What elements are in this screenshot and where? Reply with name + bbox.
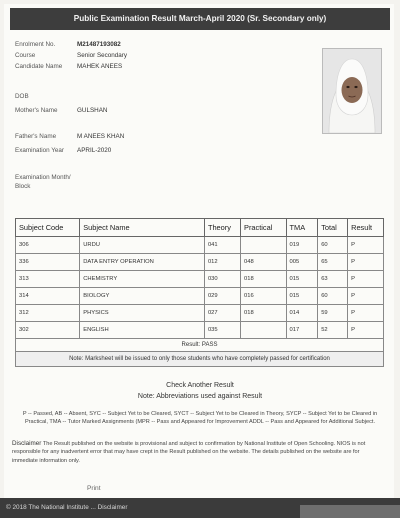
cell-result: P <box>348 322 384 339</box>
table-row <box>16 237 384 254</box>
marks-table-header <box>16 219 384 237</box>
cell-practical <box>241 237 287 254</box>
result-summary-row <box>16 339 384 352</box>
detail-label: Examination Month/ Block <box>15 174 71 190</box>
certification-note: Note: Marksheet will be issued to only those students who have completely passed for certification <box>16 352 384 367</box>
cell-theory: 030 <box>204 271 240 288</box>
marks-table <box>15 218 384 367</box>
cell-tma: 017 <box>286 322 318 339</box>
cell-total: 63 <box>318 271 348 288</box>
footer-text: © 2018 The National Institute ... Disclaimer <box>6 504 128 511</box>
page-title: Public Examination Result March-April 2020 (Sr. Secondary only) <box>10 8 390 30</box>
cell-result: P <box>348 288 384 305</box>
detail-label: DOB <box>15 93 29 100</box>
cell-tma: 015 <box>286 288 318 305</box>
col-tma: TMA <box>286 219 318 237</box>
abbreviations-legend: P -- Passed, AB -- Absent, SYC -- Subject Yet to be Cleared, SYCT -- Subject Yet to be Cleared in Theory, SYCP -- Subject Yet to be Cleared in Practical, TMA -- Tutor Marked Assignments (MPR -- Pass and Appeared for Improvement ADDL -- Pass and Appeared for Additional Subject. <box>22 411 378 426</box>
detail-value: GULSHAN <box>77 107 108 114</box>
cell-total: 52 <box>318 322 348 339</box>
candidate-photo <box>322 48 382 134</box>
cell-subject-name: PHYSICS <box>80 305 205 322</box>
cell-total: 60 <box>318 288 348 305</box>
check-another-result-link[interactable]: Check Another Result <box>166 382 234 389</box>
detail-label: Enrolment No. <box>15 41 56 48</box>
cell-tma: 014 <box>286 305 318 322</box>
col-subject-name: Subject Name <box>80 219 205 237</box>
cell-practical <box>241 322 287 339</box>
cell-total: 60 <box>318 237 348 254</box>
col-total: Total <box>318 219 348 237</box>
cell-subject-code: 302 <box>16 322 80 339</box>
cell-subject-name: DATA ENTRY OPERATION <box>80 254 205 271</box>
cell-practical: 016 <box>241 288 287 305</box>
abbreviations-note: Note: Abbreviations used against Result <box>137 393 263 400</box>
cell-tma: 019 <box>286 237 318 254</box>
page-edge-shadow <box>300 505 400 518</box>
cell-practical: 018 <box>241 271 287 288</box>
detail-label: Candidate Name <box>15 63 63 70</box>
cell-theory: 027 <box>204 305 240 322</box>
disclaimer-text: The Result published on the website is provisional and subject to confirmation by National Institute of Open Schooling. NIOS is not responsible for any inadvertent error that may have crept in the Result published on the website. The details published on the website are for immediate information only. <box>12 441 366 464</box>
print-button[interactable]: Print <box>87 485 101 492</box>
cell-subject-name: CHEMISTRY <box>80 271 205 288</box>
detail-value: M ANEES KHAN <box>77 133 125 140</box>
col-theory: Theory <box>204 219 240 237</box>
certification-note-row <box>16 352 384 367</box>
detail-value: MAHEK ANEES <box>77 63 123 70</box>
detail-label: Examination Year <box>15 147 65 154</box>
cell-subject-name: ENGLISH <box>80 322 205 339</box>
detail-label: Father's Name <box>15 133 57 140</box>
cell-theory: 012 <box>204 254 240 271</box>
cell-subject-name: URDU <box>80 237 205 254</box>
detail-value: M21487193082 <box>77 41 121 48</box>
cell-result: P <box>348 305 384 322</box>
cell-theory: 035 <box>204 322 240 339</box>
cell-practical: 048 <box>241 254 287 271</box>
col-subject-code: Subject Code <box>16 219 80 237</box>
cell-subject-code: 336 <box>16 254 80 271</box>
disclaimer-block <box>12 440 382 465</box>
cell-total: 59 <box>318 305 348 322</box>
cell-theory: 041 <box>204 237 240 254</box>
result-status: Result: PASS <box>16 339 384 352</box>
cell-result: P <box>348 237 384 254</box>
cell-result: P <box>348 271 384 288</box>
table-row <box>16 271 384 288</box>
cell-result: P <box>348 254 384 271</box>
table-row <box>16 288 384 305</box>
candidate-photo-image <box>323 49 381 133</box>
cell-subject-code: 314 <box>16 288 80 305</box>
cell-total: 65 <box>318 254 348 271</box>
cell-subject-code: 306 <box>16 237 80 254</box>
table-row <box>16 305 384 322</box>
table-row <box>16 254 384 271</box>
cell-theory: 029 <box>204 288 240 305</box>
cell-tma: 005 <box>286 254 318 271</box>
cell-subject-code: 313 <box>16 271 80 288</box>
col-practical: Practical <box>241 219 287 237</box>
disclaimer-label: Disclaimer <box>12 440 42 447</box>
detail-label: Mother's Name <box>15 107 58 114</box>
detail-value: APRIL-2020 <box>77 147 112 154</box>
table-row <box>16 322 384 339</box>
cell-subject-name: BIOLOGY <box>80 288 205 305</box>
detail-value: Senior Secondary <box>77 52 128 59</box>
cell-tma: 015 <box>286 271 318 288</box>
cell-subject-code: 312 <box>16 305 80 322</box>
cell-practical: 018 <box>241 305 287 322</box>
col-result: Result <box>348 219 384 237</box>
detail-label: Course <box>15 52 36 59</box>
